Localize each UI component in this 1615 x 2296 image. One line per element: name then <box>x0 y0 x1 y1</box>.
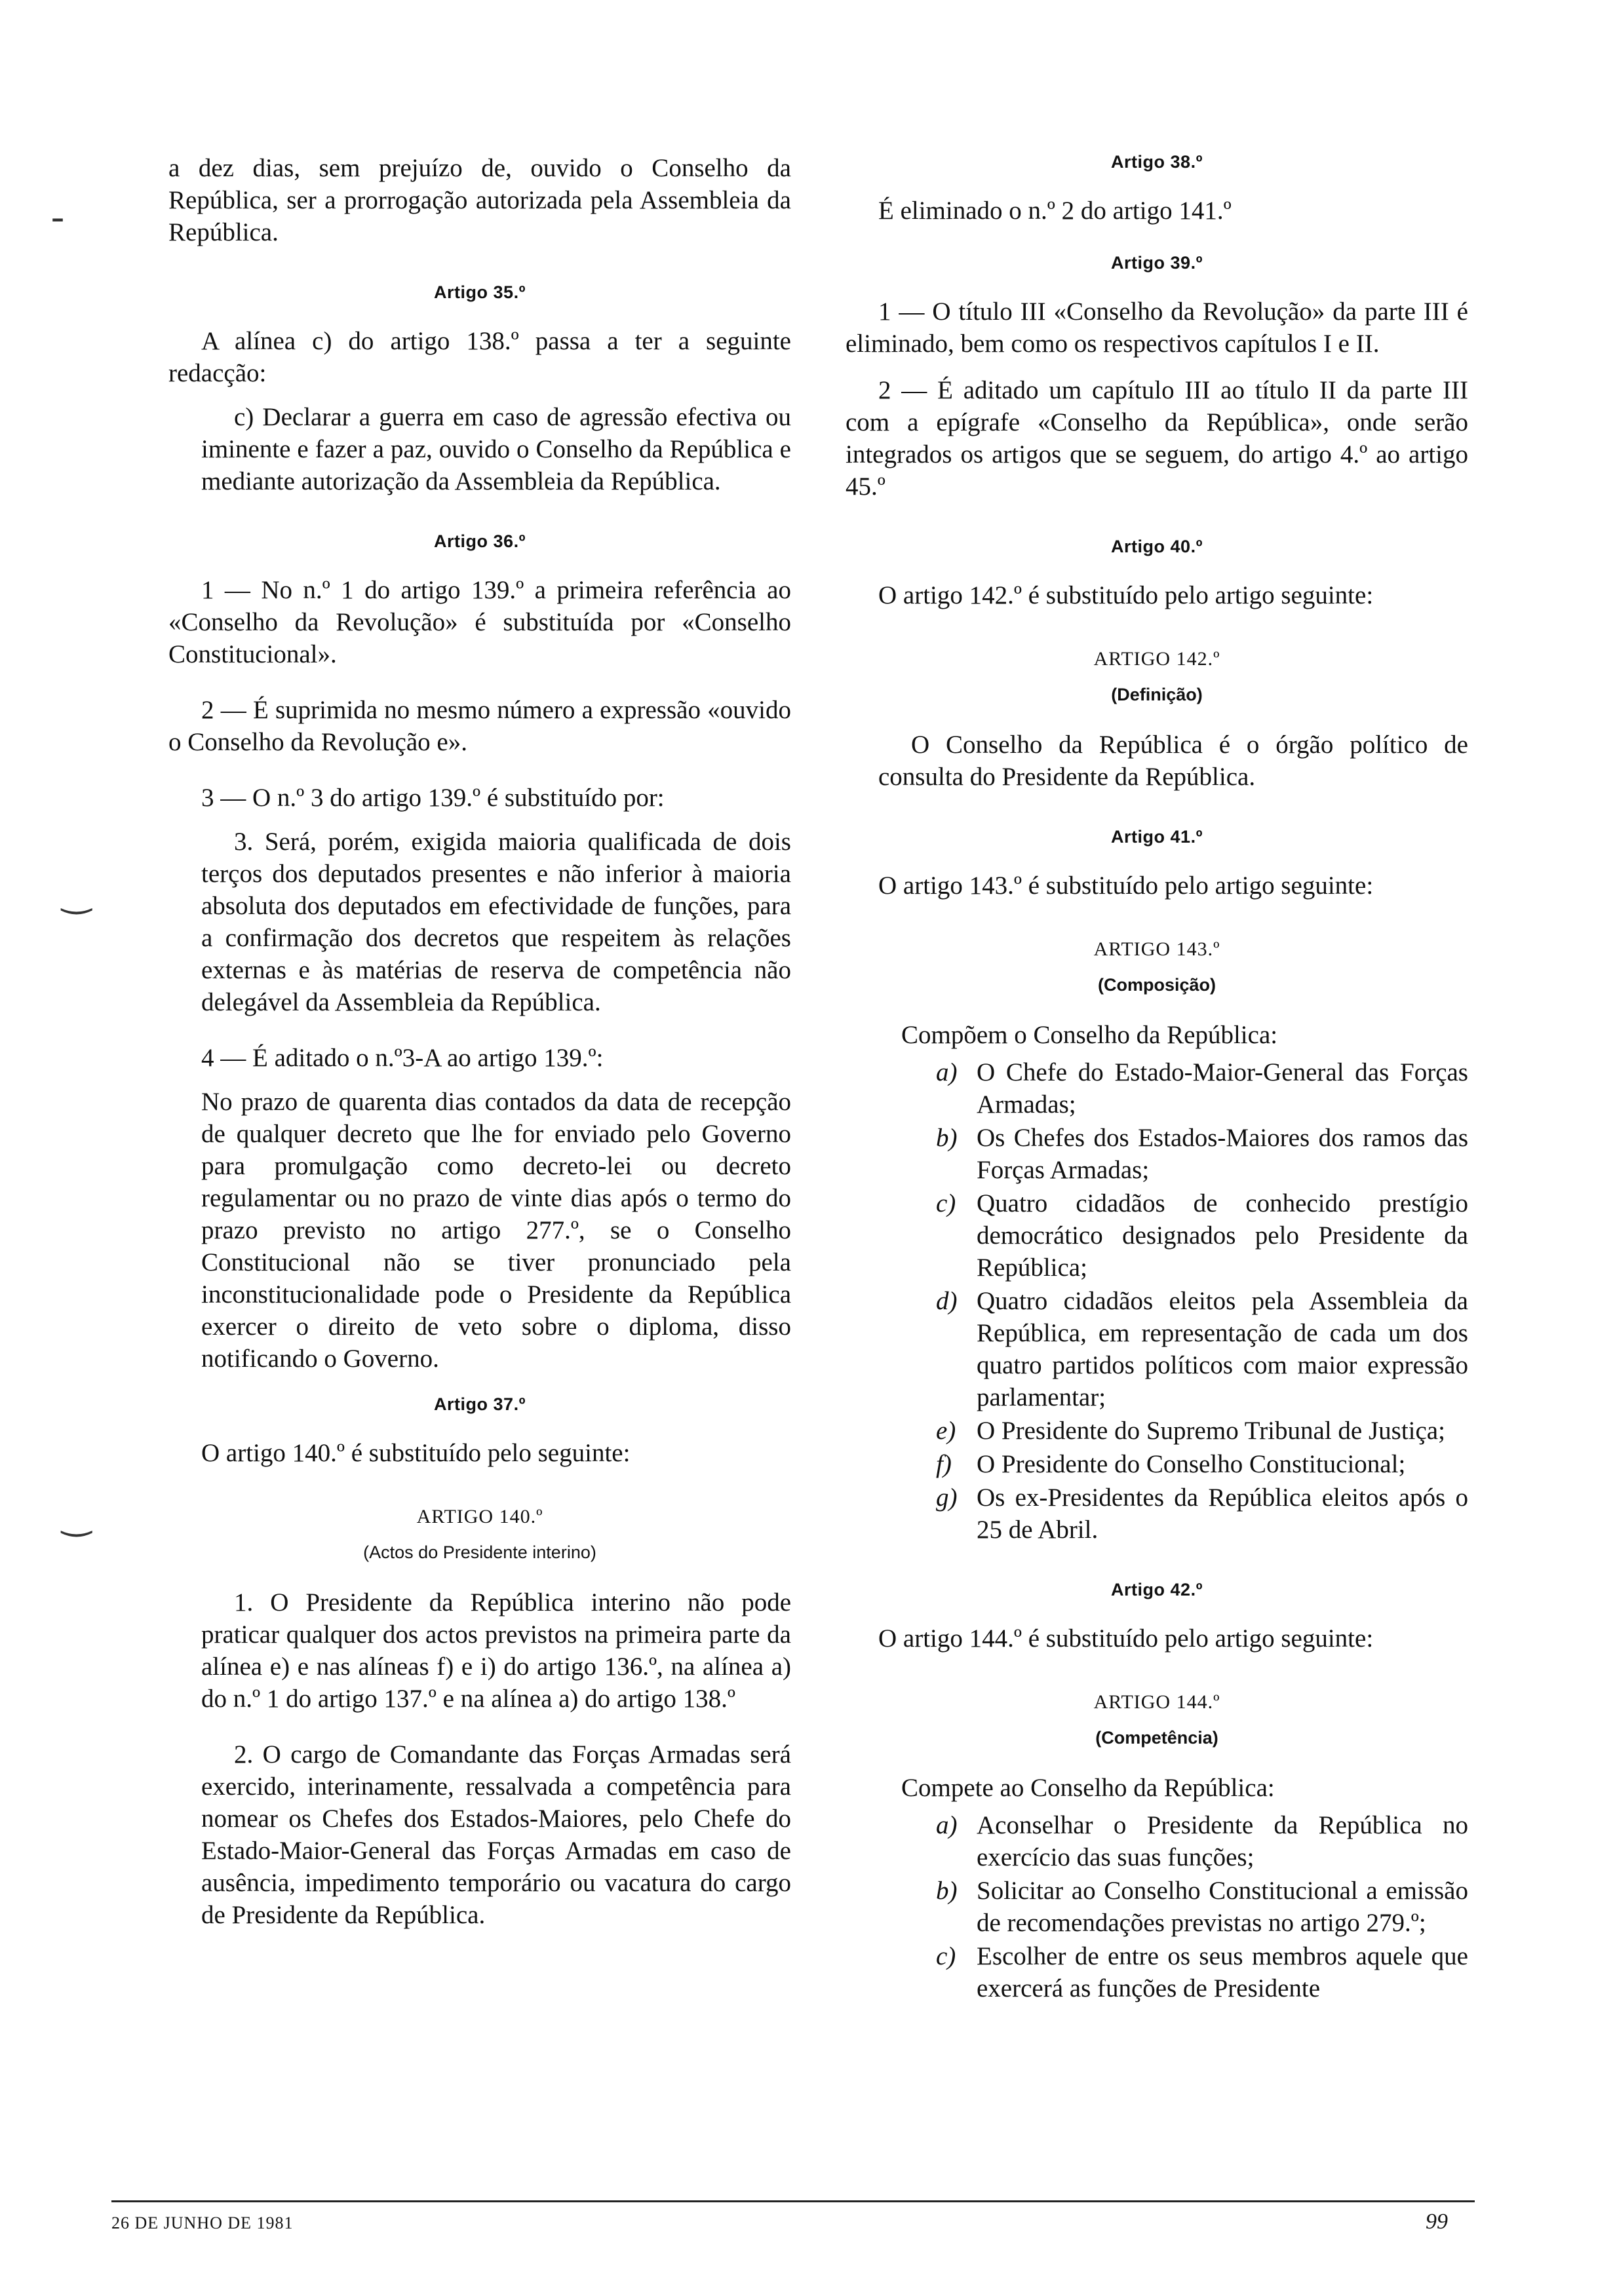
list-item: a) Aconselhar o Presidente da República no exercício das suas funções; <box>936 1811 1468 1871</box>
competence-list <box>936 1809 1468 2004</box>
margin-mark: ‿ <box>62 1497 91 1537</box>
list-item: d) Quatro cidadãos eleitos pela Assembleia da República, em representação de cada um dos quatro partidos políticos com maior expressão parlamentar; <box>936 1287 1468 1411</box>
list-item: g) Os ex-Presidentes da República eleitos após o 25 de Abril. <box>936 1483 1468 1544</box>
sub-article-heading: ARTIGO 140.º <box>416 1506 543 1527</box>
list-intro: Compete ao Conselho da República: <box>901 1774 1275 1802</box>
paragraph: O artigo 143.º é substituído pelo artigo seguinte: <box>878 871 1374 900</box>
paragraph: 3 — O n.º 3 do artigo 139.º é substituído por: <box>201 784 665 812</box>
list-item: b) Solicitar ao Conselho Constitucional a emissão de recomendações previstas no artigo 279.º; <box>936 1877 1468 1937</box>
article-heading: Artigo 36.º <box>434 531 526 551</box>
quoted-text: 2. O cargo de Comandante das Forças Armadas será exercido, interinamente, ressalvada a competência para nomear os Chefes dos Estados-Maiores, pelo Chefe do Estado-Maior-General das Forças Armadas em caso de ausência, impedimento temporário ou vacatura do cargo de Presidente da República. <box>201 1740 791 1929</box>
paragraph: 2 — É aditado um capítulo III ao título II da parte III com a epígrafe «Conselho da República», onde serão integrados os artigos que se seguem, do artigo 4.º ao artigo 45.º <box>846 376 1468 501</box>
paragraph: É eliminado o n.º 2 do artigo 141.º <box>878 197 1232 225</box>
paragraph: O artigo 142.º é substituído pelo artigo seguinte: <box>878 581 1374 609</box>
article-heading: Artigo 37.º <box>434 1394 526 1414</box>
sub-article-title: (Definição) <box>1111 685 1203 704</box>
quoted-text: O Conselho da República é o órgão político de consulta do Presidente da República. <box>878 731 1468 791</box>
sub-article-heading: ARTIGO 143.º <box>1093 938 1220 960</box>
paragraph: 1 — O título III «Conselho da Revolução» da parte III é eliminado, bem como os respectivos capítulos I e II. <box>846 297 1468 358</box>
quoted-text: 1. O Presidente da República interino não pode praticar qualquer dos actos previstos na primeira parte da alínea e) e nas alíneas f) e i) do artigo 136.º, na alínea a) do n.º 1 do artigo 137.º e na alínea a) do artigo 138.º <box>201 1588 791 1713</box>
left-column <box>168 152 791 1931</box>
paragraph: O artigo 140.º é substituído pelo seguinte: <box>201 1439 631 1467</box>
paragraph: 2 — É suprimida no mesmo número a expressão «ouvido o Conselho da Revolução e». <box>168 696 791 756</box>
paragraph: 1 — No n.º 1 do artigo 139.º a primeira referência ao «Conselho da Revolução» é substituída por «Conselho Constitucional». <box>168 576 791 668</box>
list-item: a) O Chefe do Estado-Maior-General das Forças Armadas; <box>936 1058 1468 1119</box>
sub-article-title: (Competência) <box>1095 1728 1218 1748</box>
sub-article-heading: ARTIGO 142.º <box>1093 648 1220 670</box>
sub-article-title: (Actos do Presidente interino) <box>363 1542 596 1562</box>
page-mark: - <box>51 195 64 238</box>
paragraph: 4 — É aditado o n.º3-A ao artigo 139.º: <box>201 1044 604 1072</box>
article-heading: Artigo 35.º <box>434 282 526 302</box>
right-column <box>846 152 1468 2006</box>
list-intro: Compõem o Conselho da República: <box>901 1021 1278 1049</box>
footer-rule <box>111 2200 1475 2202</box>
quoted-text: No prazo de quarenta dias contados da data de recepção de qualquer decreto que lhe for enviado pelo Governo para promulgação como decreto-lei ou decreto regulamentar ou no prazo de vinte dias após o termo do prazo previsto no artigo 277.º, se o Conselho Constitucional não se tiver pronunciado pela inconstitucionalidade pode o Presidente da República exercer o direito de veto sobre o diploma, disso notificando o Governo. <box>201 1088 791 1373</box>
list-item: b) Os Chefes dos Estados-Maiores dos ramos das Forças Armadas; <box>936 1124 1468 1184</box>
composition-list <box>936 1056 1468 1546</box>
paragraph: O artigo 144.º é substituído pelo artigo seguinte: <box>878 1624 1374 1653</box>
article-heading: Artigo 41.º <box>1111 827 1203 847</box>
sub-article-title: (Composição) <box>1097 975 1216 995</box>
sub-article-heading: ARTIGO 144.º <box>1093 1691 1220 1713</box>
article-heading: Artigo 42.º <box>1111 1580 1203 1599</box>
paragraph: A alínea c) do artigo 138.º passa a ter a seguinte redacção: <box>168 327 791 387</box>
list-item: c) Quatro cidadãos de conhecido prestígio democrático designados pelo Presidente da República; <box>936 1189 1468 1282</box>
paragraph: a dez dias, sem prejuízo de, ouvido o Conselho da República, ser a prorrogação autorizada pela Assembleia da República. <box>168 154 791 246</box>
quoted-text: 3. Será, porém, exigida maioria qualificada de dois terços dos deputados presentes e não inferior à maioria absoluta dos deputados em efectividade de funções, para a confirmação dos decretos que respeitem às relações externas e às matérias de reserva de competência não delegável da Assembleia da República. <box>201 828 791 1016</box>
page-number: 99 <box>1426 2210 1448 2234</box>
article-heading: Artigo 38.º <box>1111 152 1203 172</box>
article-heading: Artigo 39.º <box>1111 253 1203 273</box>
list-item: e) O Presidente do Supremo Tribunal de Justiça; <box>936 1417 1445 1445</box>
margin-mark: ‿ <box>62 875 91 914</box>
list-item: f) O Presidente do Conselho Constitucional; <box>936 1450 1406 1478</box>
footer-date: 26 DE JUNHO DE 1981 <box>111 2213 294 2232</box>
article-heading: Artigo 40.º <box>1111 537 1203 556</box>
list-item: c) Escolher de entre os seus membros aquele que exercerá as funções de Presidente <box>936 1942 1468 2002</box>
quoted-text: c) Declarar a guerra em caso de agressão efectiva ou iminente e fazer a paz, ouvido o Conselho da República e mediante autorização da Assembleia da República. <box>201 403 791 495</box>
